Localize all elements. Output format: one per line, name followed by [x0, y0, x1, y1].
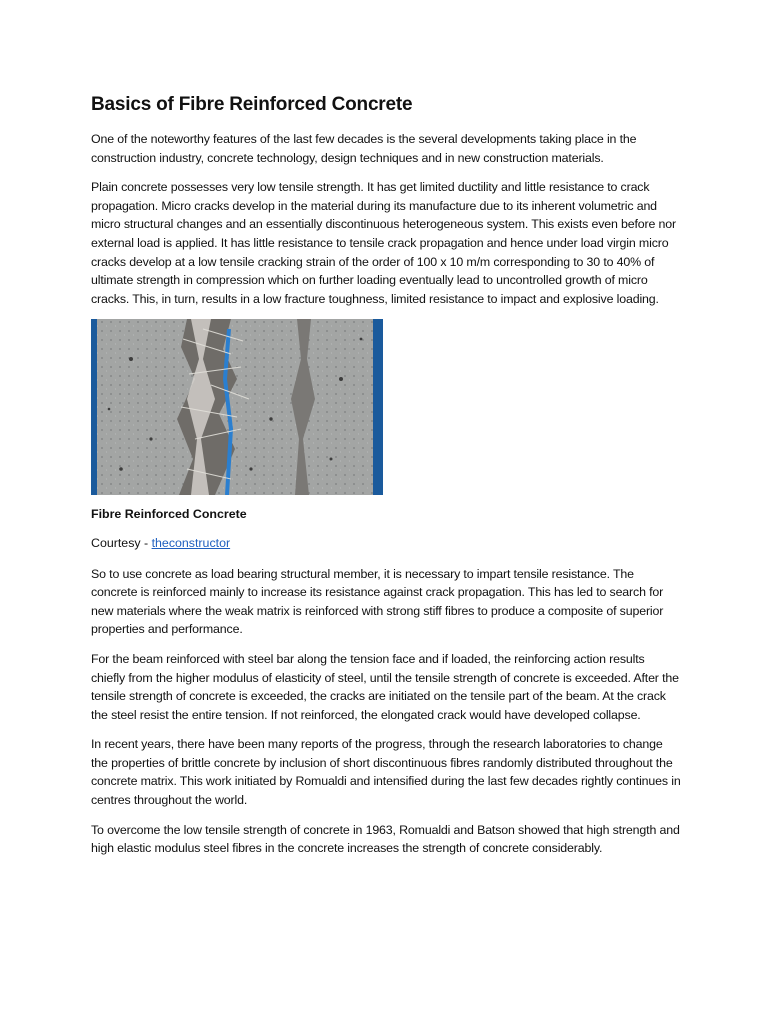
document-title: Basics of Fibre Reinforced Concrete — [91, 94, 413, 115]
paragraph-romualdi-batson: To overcome the low tensile strength of concrete in 1963, Romualdi and Batson showed that high strength and high elastic modulus steel fibres in the concrete increases the strength of concrete considerably. — [91, 822, 680, 856]
paragraph-tensile-resistance: So to use concrete as load bearing structural member, it is necessary to impart tensile resistance. The concrete is reinforced mainly to increase its resistance against crack propagation. This has led to search for new materials where the weak matrix is reinforced with strong stiff fibres to produce a composite of superior properties and performance. — [91, 566, 664, 637]
paragraph-intro: One of the noteworthy features of the last few decades is the several developments taking place in the construction industry, concrete technology, design techniques and in new construction materials. — [91, 132, 637, 165]
paragraph-recent-years: In recent years, there have been many reports of the progress, through the research laboratories to change the properties of brittle concrete by inclusion of short discontinuous fibres randomly distributed throughout the concrete matrix. This work initiated by Romualdi and intensified during the last few decades rightly continues in centres throughout the world. — [91, 737, 681, 808]
paragraph-beam-reinforced: For the beam reinforced with steel bar along the tension face and if loaded, the reinforcing action results chiefly from the higher modulus of elasticity of steel, until the tensile strength of concrete is exceeded. After the tensile strength of concrete is exceeded, the cracks are initiated on the tensile part of the beam. At the crack the steel resist the entire tension. If not reinforced, the elongated crack would have developed collapse. — [91, 651, 679, 722]
fibre-concrete-photo — [91, 319, 383, 495]
figure-courtesy — [91, 534, 681, 553]
figure-caption-text: Fibre Reinforced Concrete — [91, 507, 247, 522]
paragraph-plain-concrete: Plain concrete possesses very low tensile strength. It has get limited ductility and little resistance to crack propagation. Micro cracks develop in the material during its manufacture due to its inherent volumetric and micro structural changes and an essentially discontinuous heterogeneous system. This exists even before nor external load is applied. It has little resistance to tensile crack propagation and hence under load virgin micro cracks develop at a low tensile cracking strain of the order of 100 x 10 m/m corresponding to 30 to 40% of ultimate strength in compression which on further loading eventually lead to uncontrolled growth of micro cracks. This, in turn, results in a low fracture toughness, limited resistance to impact and explosive loading. — [91, 180, 676, 306]
courtesy-link[interactable]: theconstructor — [151, 535, 231, 550]
figure-caption — [91, 505, 681, 524]
document-page — [91, 92, 681, 869]
courtesy-label: Courtesy - — [91, 535, 152, 550]
